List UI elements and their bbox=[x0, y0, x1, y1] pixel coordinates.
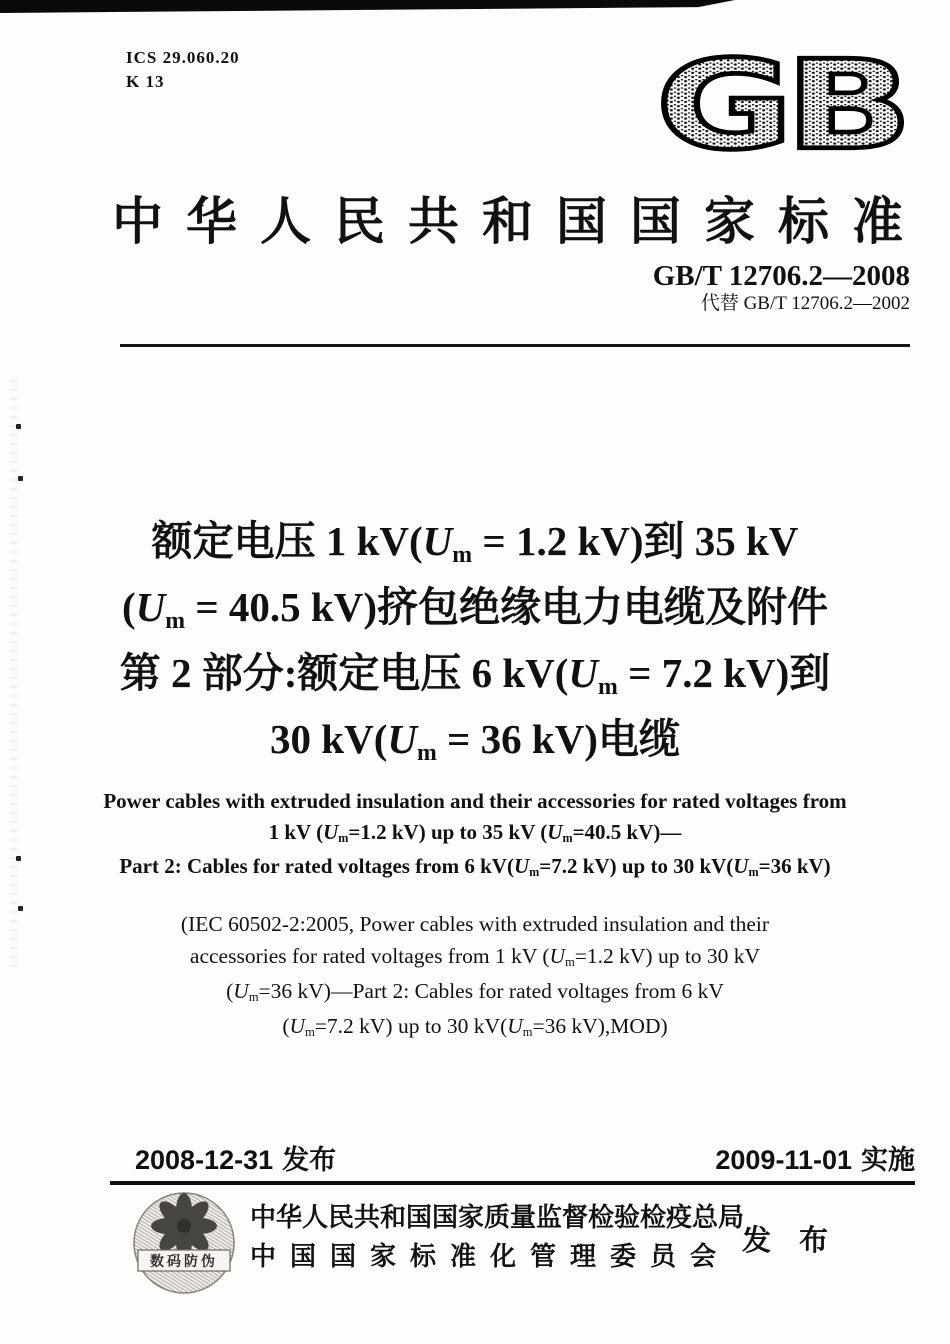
chinese-title-block bbox=[60, 512, 890, 776]
issue-date: 2008-12-31 bbox=[135, 1145, 274, 1175]
scan-artifact-left-smudge bbox=[10, 380, 18, 970]
iec-note-line: ($U_m=36$ kV)—Part 2: Cables for rated voltages from 6 kV bbox=[226, 979, 724, 1005]
english-title-line: 1 kV ($U_m=1.2$ kV) up to 35 kV ($U_m=40.5$ kV)— bbox=[268, 820, 682, 846]
implement-label: 实施 bbox=[861, 1145, 915, 1175]
scan-artifact-top-band bbox=[0, 0, 735, 13]
issuer-line-sac: 中国国家标准化管理委员会 bbox=[250, 1241, 731, 1271]
scan-artifact-dot bbox=[18, 906, 23, 911]
chinese-title-line: 30 $kV(U_m = 36$ kV)电缆 bbox=[270, 716, 680, 766]
dates-row bbox=[135, 1138, 915, 1177]
ics-code: ICS 29.060.20 bbox=[126, 48, 240, 67]
issue-date-group bbox=[135, 1138, 336, 1177]
issuer-line-aqsiq: 中华人民共和国国家质量监督检验检疫总局 bbox=[250, 1202, 745, 1232]
implement-date-group bbox=[715, 1138, 915, 1177]
issuer-block bbox=[250, 1198, 745, 1276]
gb-logo-text: GB bbox=[655, 40, 905, 166]
replaces-note: 代替 GB/T 12706.2—2002 bbox=[700, 293, 910, 314]
english-title-block bbox=[60, 786, 890, 885]
english-title-line: Power cables with extruded insulation and their accessories for rated voltages from bbox=[103, 789, 847, 813]
chinese-title-line: 第 2 部分:额定电压 6 $kV(U_m = 7.2$ kV)到 bbox=[119, 650, 831, 700]
english-title-line: Part 2: Cables for rated voltages from 6 $kV(U_m=7.2$ kV) up to 30 $kV(U_m=36$ kV) bbox=[119, 854, 831, 880]
scan-artifact-dot bbox=[16, 856, 21, 861]
iec-adoption-note bbox=[60, 908, 890, 1045]
chinese-title-line: 额定电压 1 $kV(U_m = 1.2$ kV)到 35 kV bbox=[151, 518, 799, 568]
ics-classification-block bbox=[126, 46, 240, 94]
issue-label: 发布 bbox=[282, 1145, 337, 1175]
publish-label: 发 布 bbox=[742, 1225, 839, 1257]
iec-note-line: ($U_m=7.2$ kV) up to 30 $kV(U_m=36$ kV),MOD) bbox=[282, 1014, 668, 1040]
seal-text: 数码防伪 bbox=[150, 1255, 218, 1270]
china-class-code: K 13 bbox=[126, 72, 165, 91]
national-standard-banner: 中华人民共和国国家标准 bbox=[112, 195, 927, 251]
iec-note-line: accessories for rated voltages from 1 kV ($U_m=1.2$ kV) up to 30 kV bbox=[189, 944, 761, 970]
iec-note-line: (IEC 60502-2:2005, Power cables with extruded insulation and their bbox=[180, 912, 770, 936]
seal-rosette bbox=[151, 1193, 217, 1259]
scan-artifact-dot bbox=[16, 424, 21, 429]
standard-number-block bbox=[653, 260, 910, 316]
implement-date: 2009-11-01 bbox=[715, 1145, 852, 1175]
standard-number: GB/T 12706.2—2008 bbox=[652, 260, 910, 292]
chinese-title-line: ($U_m = 40.5$ kV)挤包绝缘电力电缆及附件 bbox=[121, 584, 828, 634]
scan-artifact-dot bbox=[18, 476, 23, 481]
footer-divider-rule bbox=[110, 1181, 915, 1185]
anti-counterfeit-seal bbox=[132, 1186, 236, 1304]
gb-logo bbox=[652, 40, 908, 166]
header-divider-rule bbox=[120, 344, 910, 347]
